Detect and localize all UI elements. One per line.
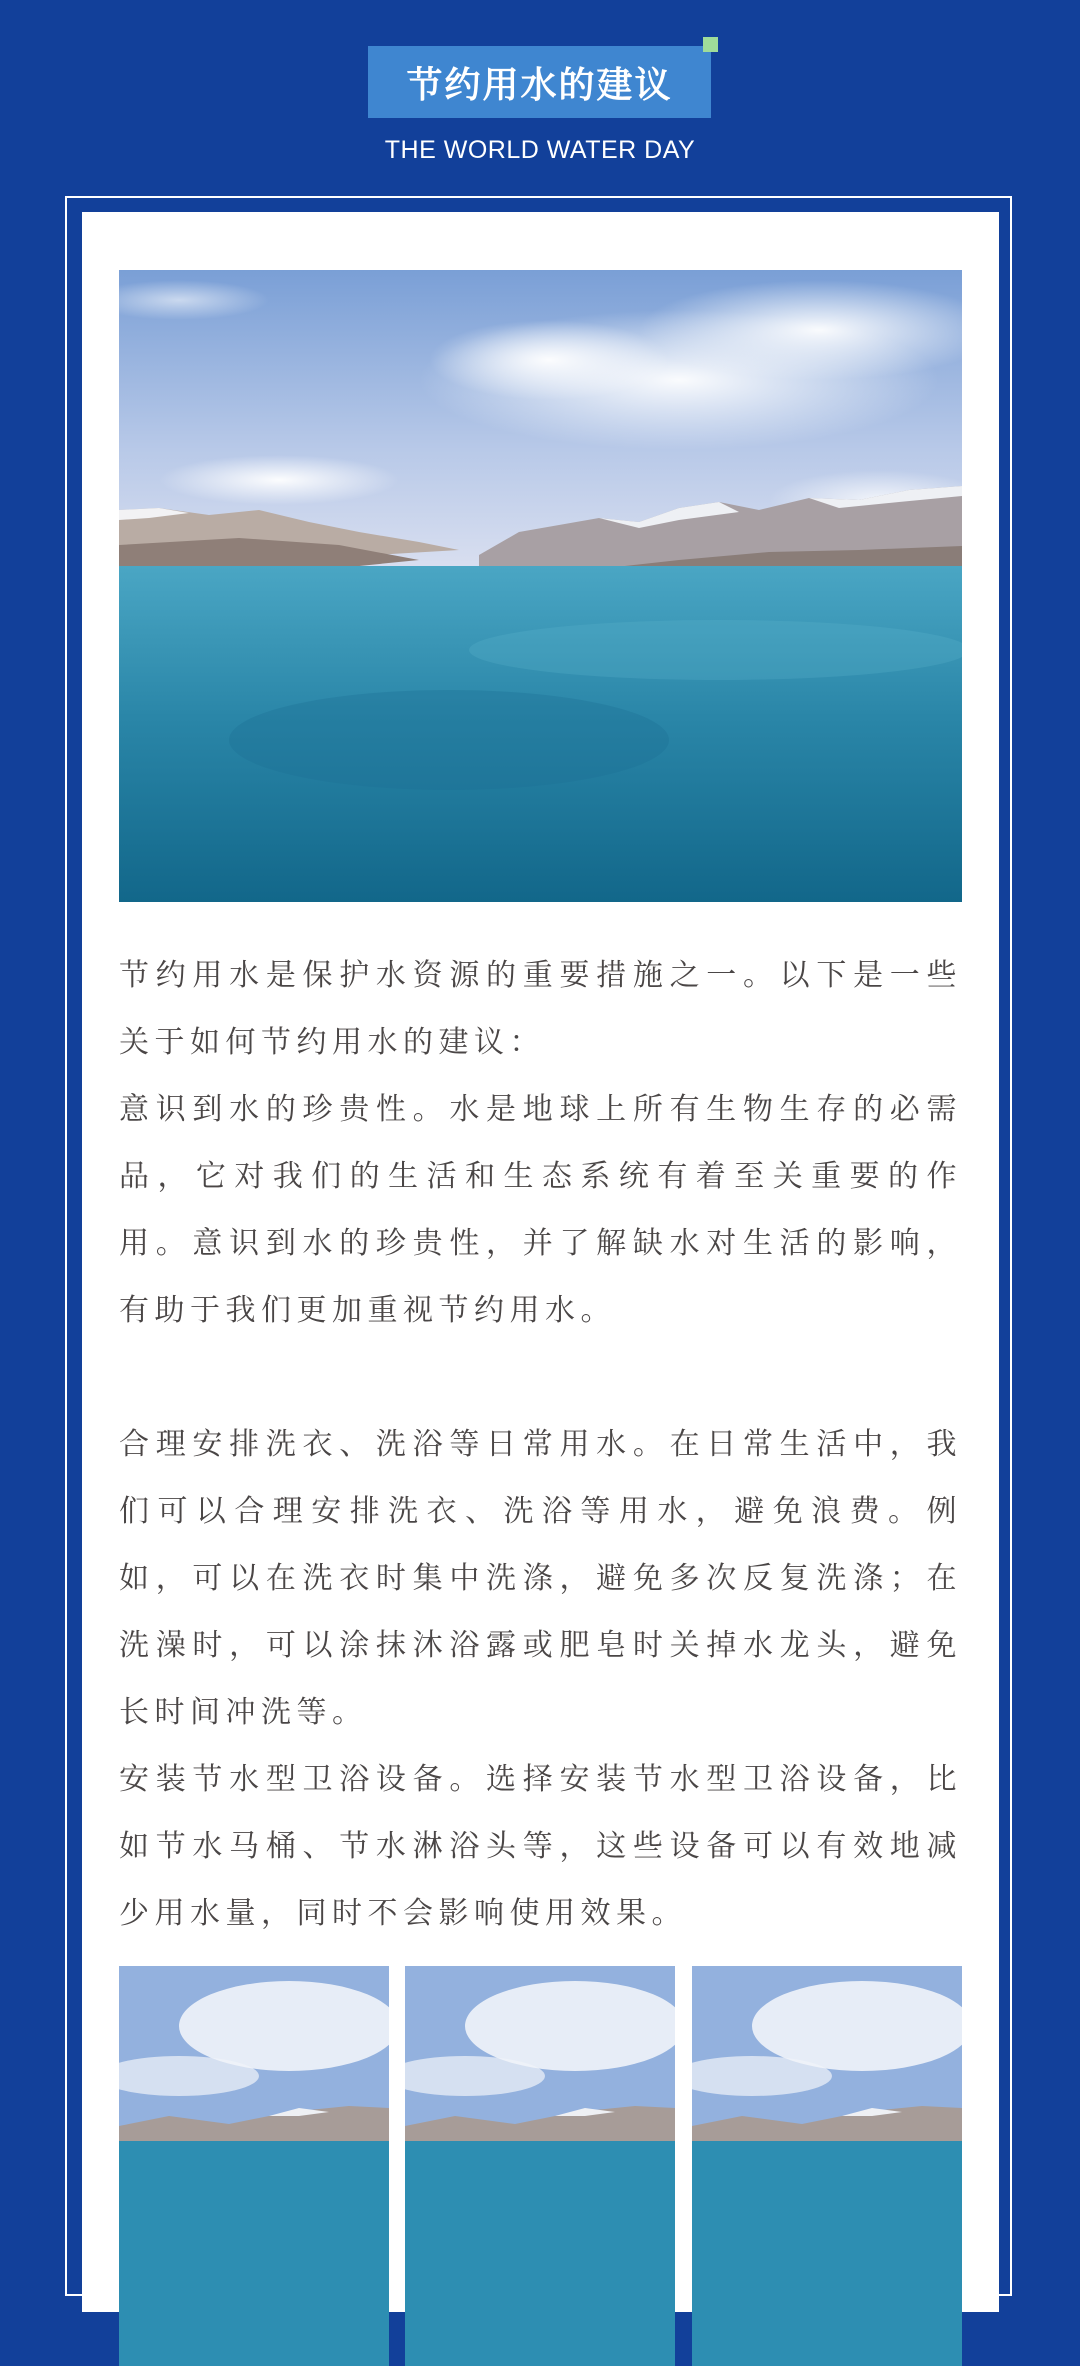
thumbnail-gallery	[119, 1966, 962, 2366]
page-title: 节约用水的建议	[368, 46, 711, 118]
header	[0, 0, 1080, 190]
thumbnail-lake-image-3	[692, 1966, 962, 2366]
thumbnail-lake-image-1	[119, 1966, 389, 2366]
article-body	[119, 942, 962, 1947]
paragraph-fixtures: 安装节水型卫浴设备。选择安装节水型卫浴设备，比如节水马桶、节水淋浴头等，这些设备可以有效地减少用水量，同时不会影响使用效果。	[119, 1762, 962, 1931]
hero-lake-image	[119, 270, 962, 902]
accent-square-decoration	[703, 37, 718, 52]
article-card	[82, 212, 999, 2312]
paragraph-intro: 节约用水是保护水资源的重要措施之一。以下是一些关于如何节约用水的建议：	[119, 958, 962, 1060]
paragraph-daily-use: 合理安排洗衣、洗浴等日常用水。在日常生活中，我们可以合理安排洗衣、洗浴等用水，避免浪费。例如，可以在洗衣时集中洗涤，避免多次反复洗涤；在洗澡时，可以涂抹沐浴露或肥皂时关掉水龙头，避免长时间冲洗等。	[119, 1427, 962, 1730]
thumbnail-lake-image-2	[405, 1966, 675, 2366]
paragraph-value-of-water: 意识到水的珍贵性。水是地球上所有生物生存的必需品，它对我们的生活和生态系统有着至关重要的作用。意识到水的珍贵性，并了解缺水对生活的影响，有助于我们更加重视节约用水。	[119, 1092, 962, 1328]
page-subtitle: THE WORLD WATER DAY	[384, 136, 696, 164]
